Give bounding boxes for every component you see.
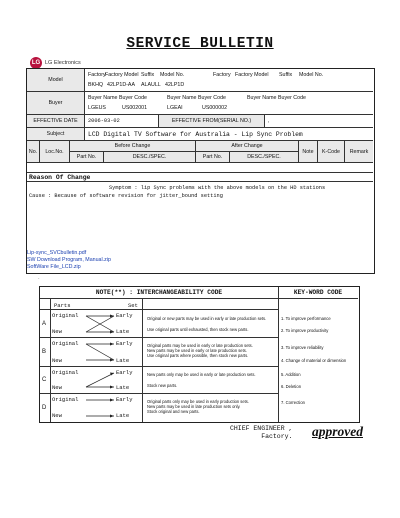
model-header: Model No. xyxy=(299,72,324,78)
lg-logo-icon: LG xyxy=(30,57,42,69)
buyer-header: Buyer Code xyxy=(198,95,226,101)
keyword-code: 5. Addition xyxy=(281,372,301,377)
original-label: Original xyxy=(52,312,79,319)
bulletin-form xyxy=(26,68,375,274)
before-subheaders xyxy=(70,152,195,162)
code-desc: New parts may be used in early or late production sets. xyxy=(147,348,247,353)
buyer-row xyxy=(27,92,373,115)
early-label: Early xyxy=(116,369,133,376)
reason-cause: Cause : Because of software revision for jitter_bound setting xyxy=(29,193,223,199)
row-line xyxy=(40,393,278,394)
model-cell xyxy=(85,69,373,91)
after-subheaders xyxy=(196,152,298,162)
model-row xyxy=(27,69,373,92)
buyer-cell xyxy=(85,92,373,114)
model-header: Factory xyxy=(88,72,106,78)
col-loc-no: Loc.No. xyxy=(40,141,70,162)
late-label: Late xyxy=(116,412,130,419)
after-change-group xyxy=(196,141,299,162)
keyword-code: 3. To improve reliability xyxy=(281,345,324,350)
after-change-label: After Change xyxy=(196,141,298,152)
keyword-code: 7. Correction xyxy=(281,400,305,405)
attachment-links xyxy=(27,250,111,272)
early-label: Early xyxy=(116,312,133,319)
code-desc: Original parts only may be used in early production sets. xyxy=(147,399,249,404)
original-label: Original xyxy=(52,340,79,347)
col-note: Note xyxy=(299,141,318,162)
early-label: Early xyxy=(116,396,133,403)
page-title: SERVICE BULLETIN xyxy=(126,36,274,52)
code-desc: New parts only may be used in early or late production sets. xyxy=(147,372,256,377)
code-desc: Use original parts until exhausted, then stock new parts. xyxy=(147,327,249,332)
original-label: Original xyxy=(52,369,79,376)
late-label: Late xyxy=(116,357,130,364)
approved-signature: approved xyxy=(312,424,363,439)
model-header: Suffix xyxy=(141,72,155,78)
code-desc: Original parts may be used in early or late production sets. xyxy=(147,343,253,348)
before-change-label: Before Change xyxy=(70,141,195,152)
buyer-header: Buyer Name xyxy=(167,95,197,101)
new-only-arrows-icon xyxy=(84,370,116,390)
chief-engineer-label: CHIEF ENGINEER , xyxy=(230,425,293,432)
after-desc: DESC./SPEC. xyxy=(247,154,281,160)
model-header: Model No. xyxy=(160,72,185,78)
subject-value: LCD Digital TV Software for Australia - Lip Sync Problem xyxy=(85,128,373,140)
subheader-line xyxy=(40,309,278,310)
arrows-icon xyxy=(84,341,116,363)
code-desc: Stock original and new parts. xyxy=(147,409,200,414)
code-letter: C xyxy=(42,377,47,383)
code-letter: B xyxy=(42,349,47,355)
tick-mark: · xyxy=(38,276,40,282)
code-letter: A xyxy=(42,321,47,327)
cross-arrows-icon xyxy=(84,313,116,335)
subject-label: Subject xyxy=(27,128,85,140)
keyword-divider xyxy=(278,287,279,422)
col-no: No. xyxy=(27,141,40,162)
buyer-header: Buyer Name xyxy=(88,95,118,101)
change-header-row xyxy=(27,141,373,163)
row-line xyxy=(40,337,278,338)
interchangeability-table xyxy=(39,286,360,423)
factory-label: Factory. xyxy=(261,433,293,440)
effective-date-value: 2006-03-02 xyxy=(85,115,159,127)
parts-divider xyxy=(142,299,143,422)
parts-label: Parts xyxy=(54,302,71,309)
buyer-name: LGEUS xyxy=(88,105,106,111)
attachment-link-software-file[interactable]: SoftWare File_LCD.zip xyxy=(27,264,81,271)
row-line xyxy=(40,366,278,367)
before-desc: DESC./SPEC. xyxy=(132,154,167,160)
new-label: New xyxy=(52,412,62,419)
model-header: Factory Model xyxy=(105,72,139,78)
early-label: Early xyxy=(116,340,133,347)
effective-from-value: , xyxy=(265,115,373,127)
keyword-code: 6. Deletion xyxy=(281,384,302,389)
code-desc: Stock new parts. xyxy=(147,383,178,388)
set-label: Set xyxy=(128,302,138,309)
code-desc: New parts may be used in late production sets only. xyxy=(147,404,241,409)
effective-row xyxy=(27,115,373,128)
col-k-code: K-Code xyxy=(318,141,345,162)
model-header: Factory Model xyxy=(235,72,269,78)
buyer-name: LGEAI xyxy=(167,105,183,111)
reason-symptom: Symptom : lip Sync problems with the above models on the HD stations xyxy=(109,185,326,191)
original-label: Original xyxy=(52,396,79,403)
model-factory-model: 42LP1D-AA xyxy=(107,82,135,88)
signature-block xyxy=(230,425,292,441)
attachment-link-sw-download[interactable]: SW Download Program, Manual.zip xyxy=(27,257,111,264)
new-label: New xyxy=(52,357,62,364)
late-label: Late xyxy=(116,384,130,391)
model-number: 42LP1D xyxy=(165,82,185,88)
col-remark: Remark xyxy=(345,141,373,162)
model-label: Model xyxy=(27,69,85,91)
straight-arrows-icon xyxy=(84,397,116,419)
effective-from-label: EFFECTIVE FROM(SERIAL NO.) xyxy=(159,115,265,127)
logo-text: LG Electronics xyxy=(45,60,81,66)
keyword-code: 4. Change of material or dimension xyxy=(281,358,347,363)
reason-heading: Reason Of Change xyxy=(27,172,373,182)
letter-divider xyxy=(50,299,51,422)
model-factory: BKHQ xyxy=(88,82,104,88)
new-label: New xyxy=(52,328,62,335)
subject-row xyxy=(27,128,373,141)
code-desc: Original or new parts may be used in early or late production sets. xyxy=(147,316,267,321)
keyword-code-title: KEY-WORD CODE xyxy=(278,287,358,299)
buyer-header: Buyer Code xyxy=(119,95,147,101)
buyer-label: Buyer xyxy=(27,92,85,114)
before-part-no: Part No. xyxy=(70,152,104,162)
effective-date-label: EFFECTIVE DATE xyxy=(27,115,85,127)
attachment-link-pdf[interactable]: Lip-sync_SVCbulletin.pdf xyxy=(27,250,87,256)
interchangeability-title: NOTE(**) : INTERCHANGEABILITY CODE xyxy=(40,287,278,299)
buyer-header: Buyer Code xyxy=(278,95,306,101)
model-header: Suffix xyxy=(279,72,293,78)
late-label: Late xyxy=(116,328,130,335)
code-desc: Use original parts where possible, then stock new parts. xyxy=(147,353,249,358)
model-header: Factory xyxy=(213,72,231,78)
after-part-no: Part No. xyxy=(196,152,230,162)
keyword-code: 2. To improve productivity xyxy=(281,328,329,333)
code-letter: D xyxy=(42,405,47,411)
model-suffix: ALAULL xyxy=(141,82,161,88)
buyer-header: Buyer Name xyxy=(247,95,277,101)
new-label: New xyxy=(52,384,62,391)
keyword-code: 1. To improve performance xyxy=(281,316,331,321)
buyer-code: US000002 xyxy=(202,105,228,111)
before-change-group xyxy=(70,141,196,162)
buyer-code: US002001 xyxy=(122,105,148,111)
